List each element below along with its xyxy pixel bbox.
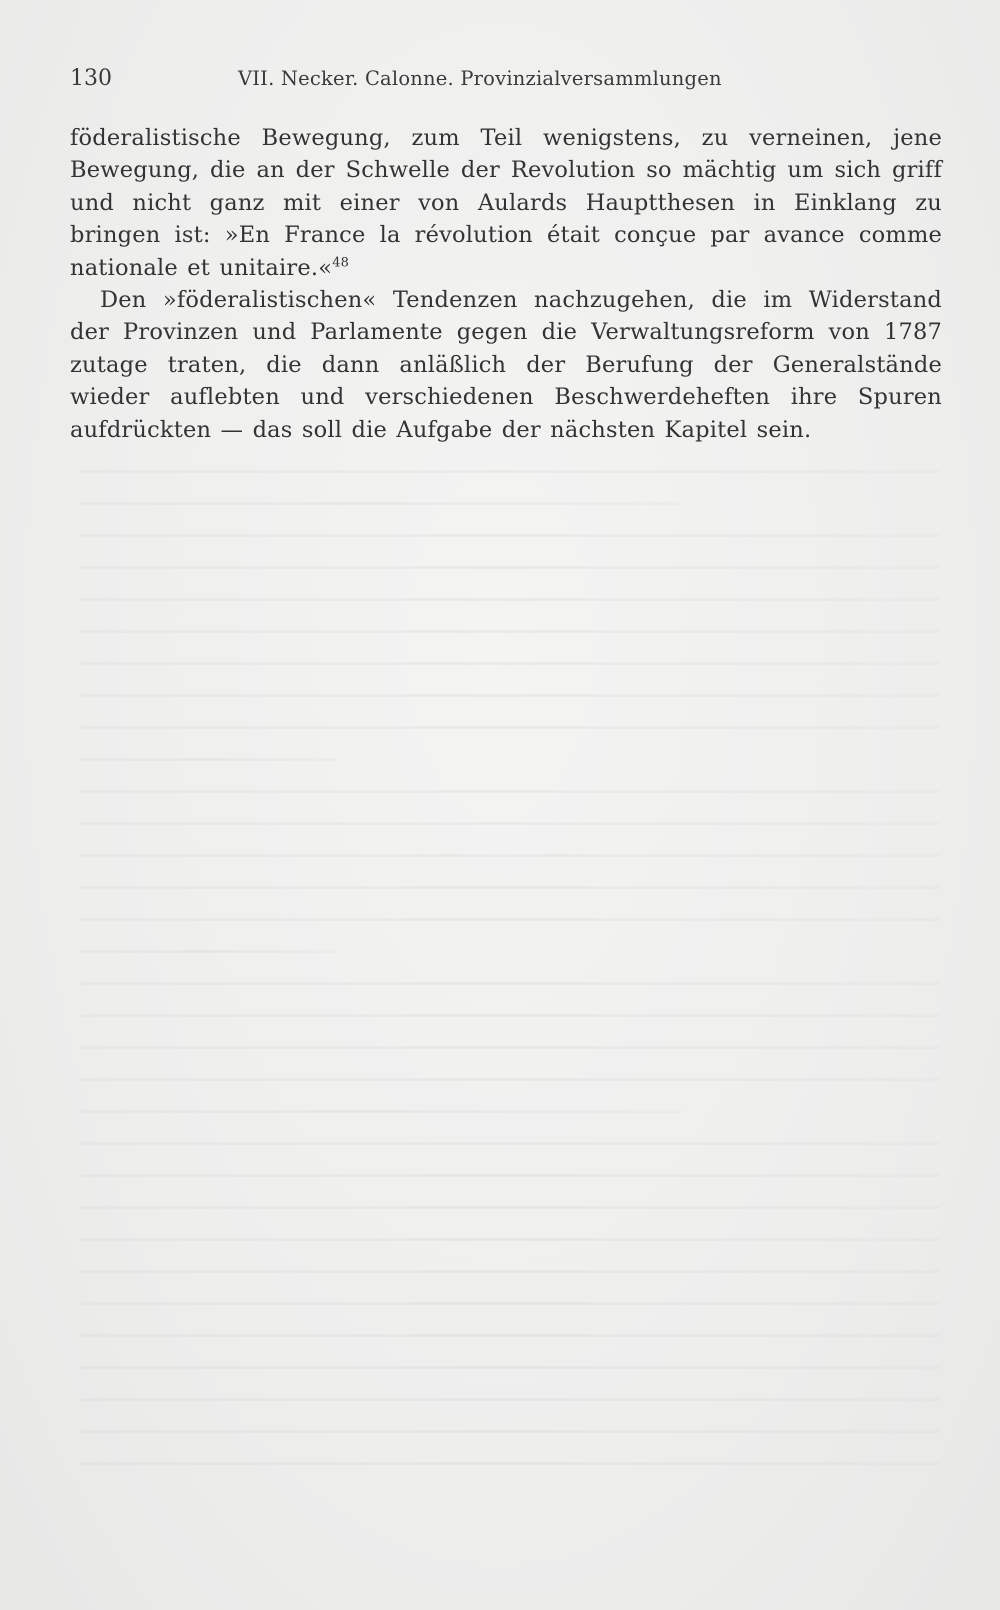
running-head: VII. Necker. Calonne. Provinzialversammlungen (238, 67, 722, 90)
paragraph: Den »föderalistischen« Tendenzen nachzugehen, die im Widerstand der Provinzen und Parlamente gegen die Verwaltungsreform von 1787 zutage traten, die dann anläßlich der Berufung der Generalstände wieder auflebten und verschiedenen Beschwerdeheften ihre Spuren aufdrückten — das soll die Aufgabe der nächsten Kapitel sein. (70, 287, 942, 443)
page-header (70, 62, 940, 98)
footnote-reference: 48 (332, 255, 350, 271)
paragraph-text: föderalistische Bewegung, zum Teil wenigstens, zu verneinen, jene Bewegung, die an der Schwelle der Revolution so mächtig um sich griff und nicht ganz mit einer von Aulards Hauptthesen in Einklang zu bringen ist: »En France la révolution était conçue par avance comme nationale et unitaire.« (70, 125, 942, 281)
paragraph (70, 122, 942, 284)
page-number: 130 (70, 66, 112, 91)
body-text (70, 122, 942, 446)
bleed-through-texture (80, 470, 940, 1494)
